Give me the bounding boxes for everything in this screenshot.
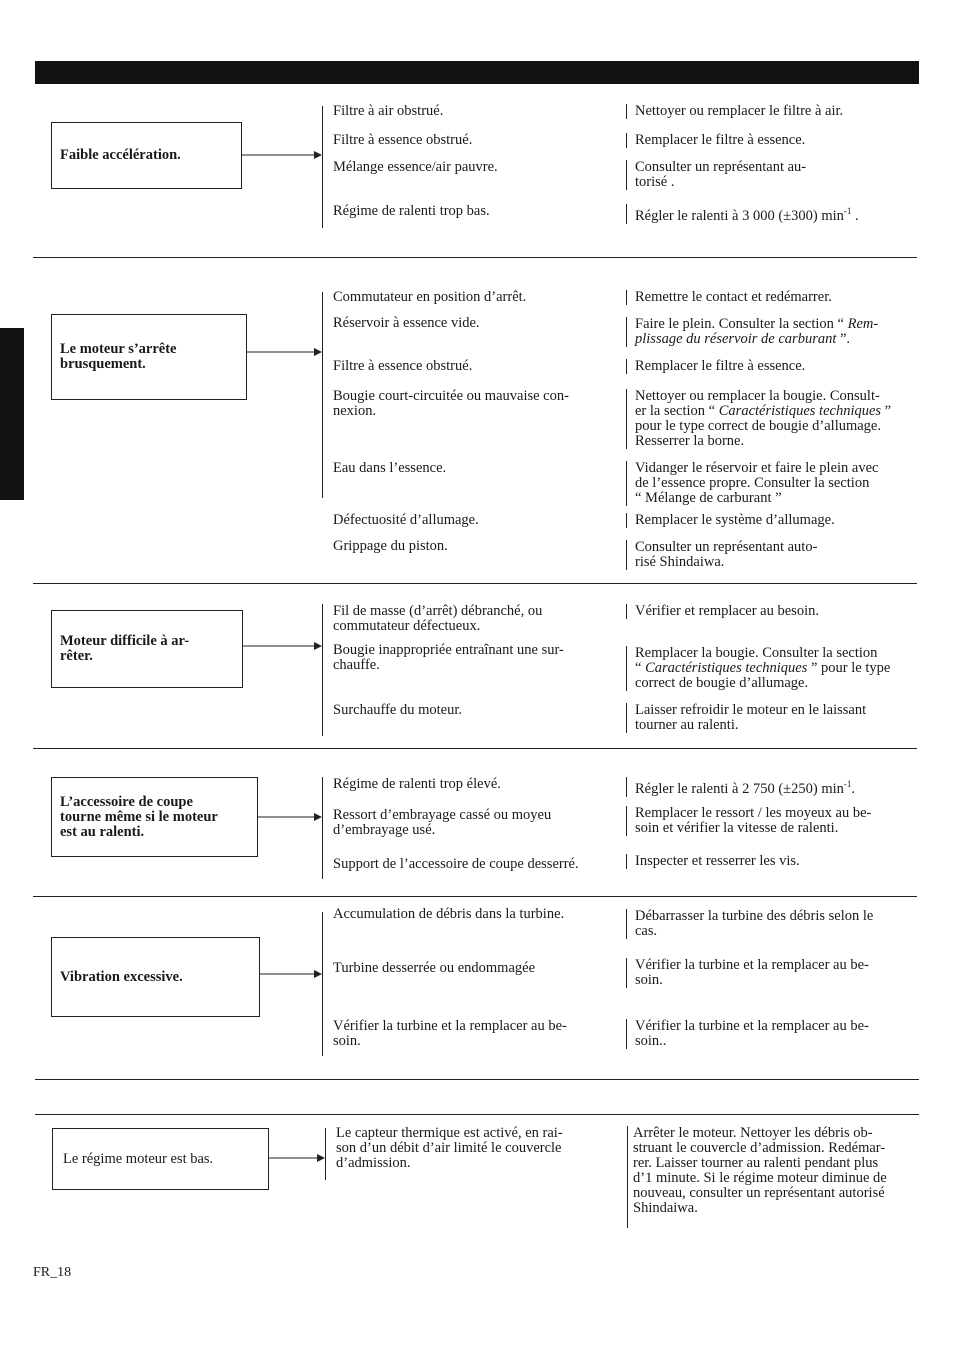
cause-text: Bougie inappropriée entraînant une sur- chauffe. <box>333 642 564 673</box>
arrow-icon <box>242 150 322 160</box>
cause-text: Régime de ralenti trop élevé. <box>333 776 501 792</box>
problem-label: Moteur difficile à ar- rêter. <box>60 633 190 664</box>
problem-label: Vibration excessive. <box>60 968 183 985</box>
cause-text: Grippage du piston. <box>333 538 448 554</box>
section-divider <box>33 583 917 584</box>
remedy-text: Nettoyer ou remplacer le filtre à air. <box>626 104 843 119</box>
remedy-text: Consulter un représentant au- torisé . <box>626 160 806 190</box>
cause-text: Régime de ralenti trop bas. <box>333 203 490 219</box>
arrow-icon <box>269 1153 325 1163</box>
cause-text: Support de l’accessoire de coupe desserré. <box>333 856 579 872</box>
section-divider <box>33 896 917 897</box>
page-number: FR_18 <box>33 1265 72 1280</box>
remedy-text: Inspecter et resserrer les vis. <box>626 854 800 869</box>
cause-text: Eau dans l’essence. <box>333 460 447 476</box>
arrow-icon <box>258 812 322 822</box>
header-bar <box>35 61 919 84</box>
remedy-text: Vérifier la turbine et la remplacer au be- soin.. <box>626 1019 869 1049</box>
cause-bracket <box>322 292 323 498</box>
side-tab <box>0 328 24 500</box>
arrow-icon <box>243 641 322 651</box>
remedy-text: Consulter un représentant auto- risé Shindaiwa. <box>626 540 817 570</box>
cause-text: Accumulation de débris dans la turbine. <box>333 906 565 922</box>
cause-bracket <box>322 912 323 1056</box>
cause-text: Réservoir à essence vide. <box>333 315 480 331</box>
cause-text: Filtre à essence obstrué. <box>333 358 473 374</box>
remedy-text: Vérifier la turbine et la remplacer au be- soin. <box>626 958 869 988</box>
problem-label: Faible accélération. <box>60 147 181 163</box>
cause-text: Vérifier la turbine et la remplacer au be- soin. <box>333 1018 567 1049</box>
cause-bracket <box>325 1128 326 1180</box>
cause-text: Fil de masse (d’arrêt) débranché, ou commutateur défectueux. <box>333 603 543 634</box>
cause-text: Filtre à air obstrué. <box>333 103 444 119</box>
cause-text: Défectuosité d’allumage. <box>333 512 479 528</box>
cause-bracket <box>322 777 323 879</box>
remedy-text: Remplacer le ressort / les moyeux au be- soin et vérifier la vitesse de ralenti. <box>626 806 871 836</box>
problem-box <box>51 777 258 857</box>
arrow-icon <box>247 347 322 357</box>
section-divider <box>35 1114 919 1115</box>
remedy-text: Régler le ralenti à 3 000 (±300) $\min^{-1}$ . <box>626 204 859 224</box>
arrow-icon <box>260 969 322 979</box>
problem-box <box>52 1128 269 1190</box>
remedy-text: Remplacer le filtre à essence. <box>626 359 805 374</box>
cause-text: Bougie court-circuitée ou mauvaise con- nexion. <box>333 388 569 419</box>
problem-box <box>51 314 247 400</box>
remedy-text: Remplacer le filtre à essence. <box>626 133 805 148</box>
remedy-text: Remplacer la bougie. Consulter la section “ Caractéristiques techniques ” pour le type correct de bougie d’allumage. <box>626 646 890 691</box>
problem-box <box>51 610 243 688</box>
problem-label: L’accessoire de coupe tourne même si le moteur est au ralenti. <box>60 793 218 840</box>
cause-text: Turbine desserrée ou endommagée <box>333 960 536 976</box>
cause-text: Filtre à essence obstrué. <box>333 132 473 148</box>
problem-box <box>51 122 242 189</box>
remedy-text: Débarrasser la turbine des débris selon le cas. <box>626 909 873 939</box>
remedy-text: Nettoyer ou remplacer la bougie. Consult- er la section “ Caractéristiques techniques ” pour le type correct de bougie d’allumage. Resserrer la borne. <box>626 389 891 449</box>
section-divider <box>35 1079 919 1080</box>
remedy-text: Régler le ralenti à 2 750 (±250) $\min^{-1}$. <box>626 777 855 797</box>
remedy-text: Faire le plein. Consulter la section “ Rem- plissage du réservoir de carburant ”. <box>626 317 878 347</box>
section-divider <box>33 257 917 258</box>
cause-text: Surchauffe du moteur. <box>333 702 462 718</box>
cause-text: Mélange essence/air pauvre. <box>333 159 498 175</box>
problem-label: Le moteur s’arrête brusquement. <box>60 341 177 372</box>
remedy-text: Remettre le contact et redémarrer. <box>626 290 832 305</box>
problem-label: Le régime moteur est bas. <box>63 1150 214 1167</box>
cause-text: Le capteur thermique est activé, en rai- son d’un débit d’air limité le couvercle d’admission. <box>336 1125 563 1171</box>
cause-text: Commutateur en position d’arrêt. <box>333 289 527 305</box>
cause-bracket <box>322 106 323 228</box>
remedy-text: Remplacer le système d’allumage. <box>626 513 835 528</box>
section-divider <box>33 748 917 749</box>
remedy-text: Vidanger le réservoir et faire le plein avec de l’essence propre. Consulter la section “ Mélange de carburant ” <box>626 461 878 506</box>
remedy-text: Laisser refroidir le moteur en le laissant tourner au ralenti. <box>626 703 866 733</box>
remedy-text: Vérifier et remplacer au besoin. <box>626 604 819 619</box>
cause-bracket <box>322 604 323 736</box>
remedy-text: Arrêter le moteur. Nettoyer les débris ob- struant le couvercle d’admission. Redémar- rer. Laisser tourner au ralenti pendant plus d’1 minute. Si le régime moteur diminue de nouveau, consulter un représentant autorisé Shindaiwa. <box>627 1126 887 1228</box>
problem-box <box>51 937 260 1017</box>
cause-text: Ressort d’embrayage cassé ou moyeu d’embrayage usé. <box>333 807 552 838</box>
